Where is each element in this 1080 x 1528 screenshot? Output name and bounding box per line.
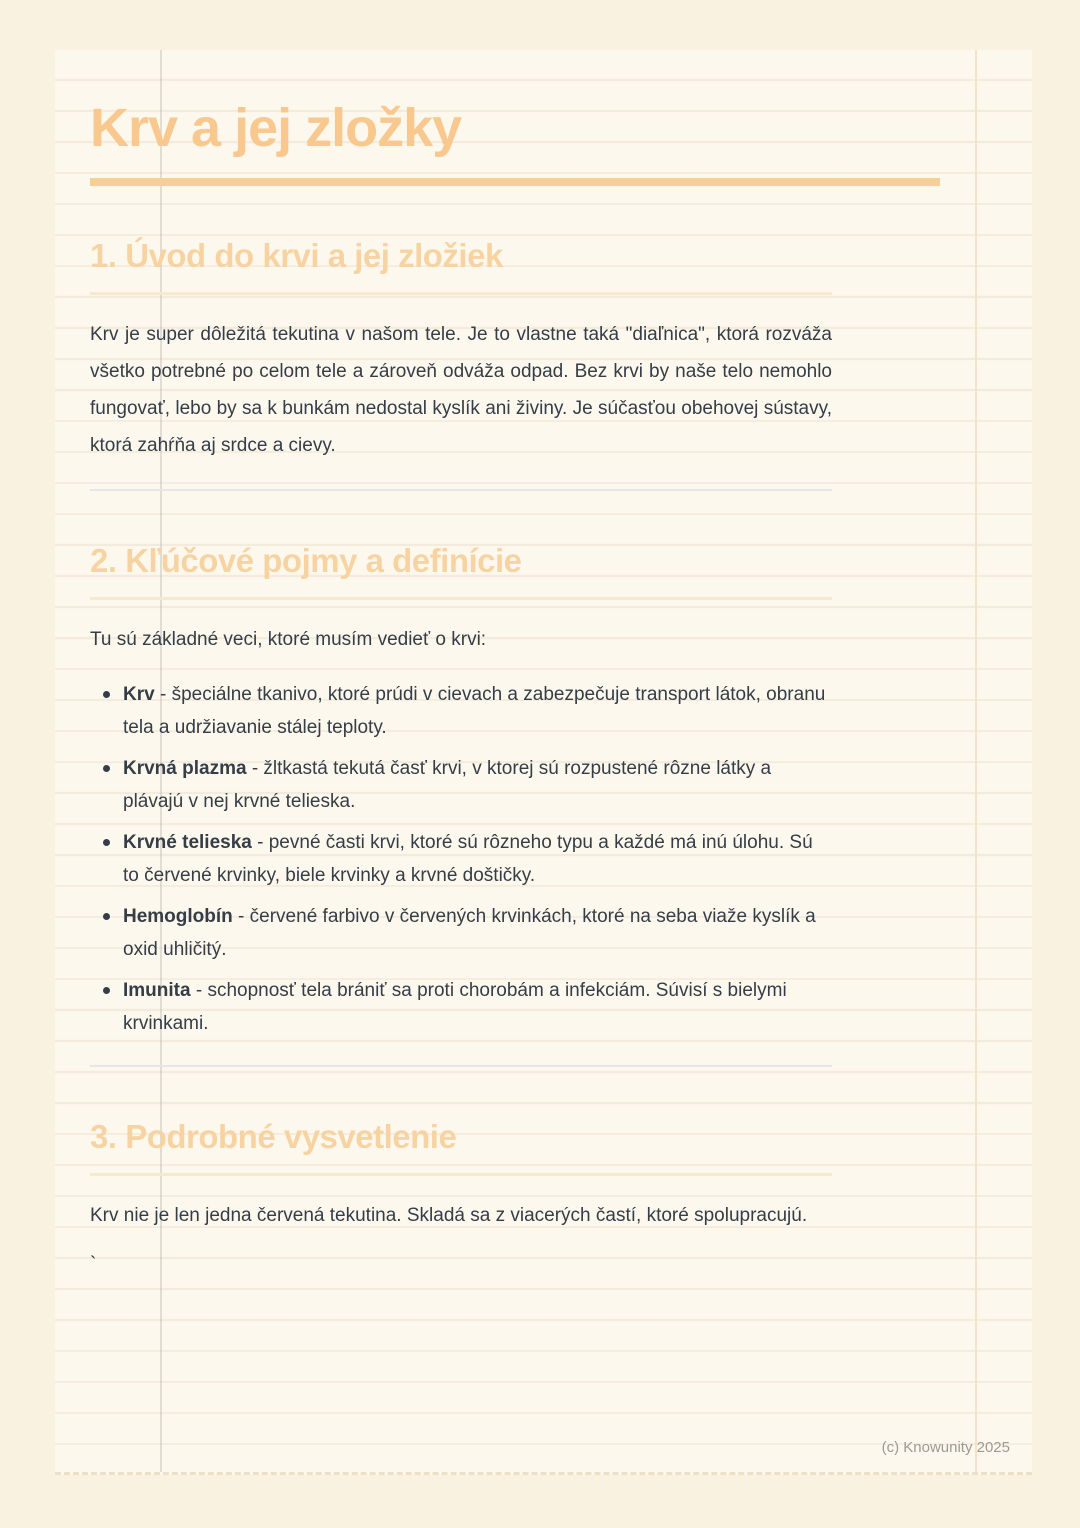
bullet-icon <box>103 839 110 846</box>
stray-backtick-character: ` <box>90 1254 97 1275</box>
definition-text: - schopnosť tela brániť sa proti chorobám a infekciám. Súvisí s bielymi krvinkami. <box>123 980 787 1034</box>
list-item <box>90 826 832 892</box>
bullet-icon <box>103 987 110 994</box>
section-2-underline <box>90 597 832 600</box>
title-divider <box>90 178 940 186</box>
section-3-paragraph: Krv nie je len jedna červená tekutina. Skladá sa z viacerých častí, ktoré spolupracujú. <box>90 1205 808 1226</box>
bullet-icon <box>103 765 110 772</box>
section-divider-2 <box>90 1065 832 1067</box>
list-item <box>90 974 832 1040</box>
section-2-heading: 2. Kľúčové pojmy a definície <box>90 542 522 579</box>
section-1-paragraph: Krv je super dôležitá tekutina v našom tele. Je to vlastne taká "diaľnica", ktorá rozváža všetko potrebné po celom tele a zároveň odváža odpad. Bez krvi by naše telo nemohlo fungovať, lebo by sa k bunkám nedostal kyslík ani živiny. Je súčasťou obehovej sústavy, ktorá zahŕňa aj srdce a cievy. <box>90 324 832 456</box>
list-item <box>90 678 832 744</box>
definition-text: - žltkastá tekutá časť krvi, v ktorej sú rozpustené rôzne látky a plávajú v nej krvné telieska. <box>123 758 772 812</box>
definition-text: - pevné časti krvi, ktoré sú rôzneho typu a každé má inú úlohu. Sú to červené krvinky, biele krvinky a krvné doštičky. <box>123 832 813 886</box>
definition-term: Hemoglobín <box>123 906 233 927</box>
list-item <box>90 900 832 966</box>
page-title: Krv a jej zložky <box>90 98 462 158</box>
section-1-heading: 1. Úvod do krvi a jej zložiek <box>90 237 503 274</box>
document-content <box>55 50 867 1276</box>
definition-term: Krvná plazma <box>123 758 247 779</box>
bullet-icon <box>103 691 110 698</box>
section-2-intro: Tu sú základné veci, ktoré musím vedieť o krvi: <box>90 629 487 650</box>
definitions-list <box>90 678 832 1040</box>
section-3-underline <box>90 1173 832 1176</box>
notebook-margin-line-right <box>975 50 977 1472</box>
definition-text: - červené farbivo v červených krvinkách, ktoré na seba viaže kyslík a oxid uhličitý. <box>123 906 816 960</box>
bullet-icon <box>103 913 110 920</box>
notebook-page <box>55 50 1032 1475</box>
definition-text: - špeciálne tkanivo, ktoré prúdi v cievach a zabezpečuje transport látok, obranu tela a udržiavanie stálej teploty. <box>123 684 826 738</box>
section-1-underline <box>90 292 832 295</box>
definition-term: Krv <box>123 684 155 705</box>
section-3-heading: 3. Podrobné vysvetlenie <box>90 1118 457 1155</box>
list-item <box>90 752 832 818</box>
definition-term: Krvné telieska <box>123 832 252 853</box>
copyright-footer: (c) Knowunity 2025 <box>881 1439 1010 1456</box>
section-divider-1 <box>90 489 832 491</box>
definition-term: Imunita <box>123 980 191 1001</box>
